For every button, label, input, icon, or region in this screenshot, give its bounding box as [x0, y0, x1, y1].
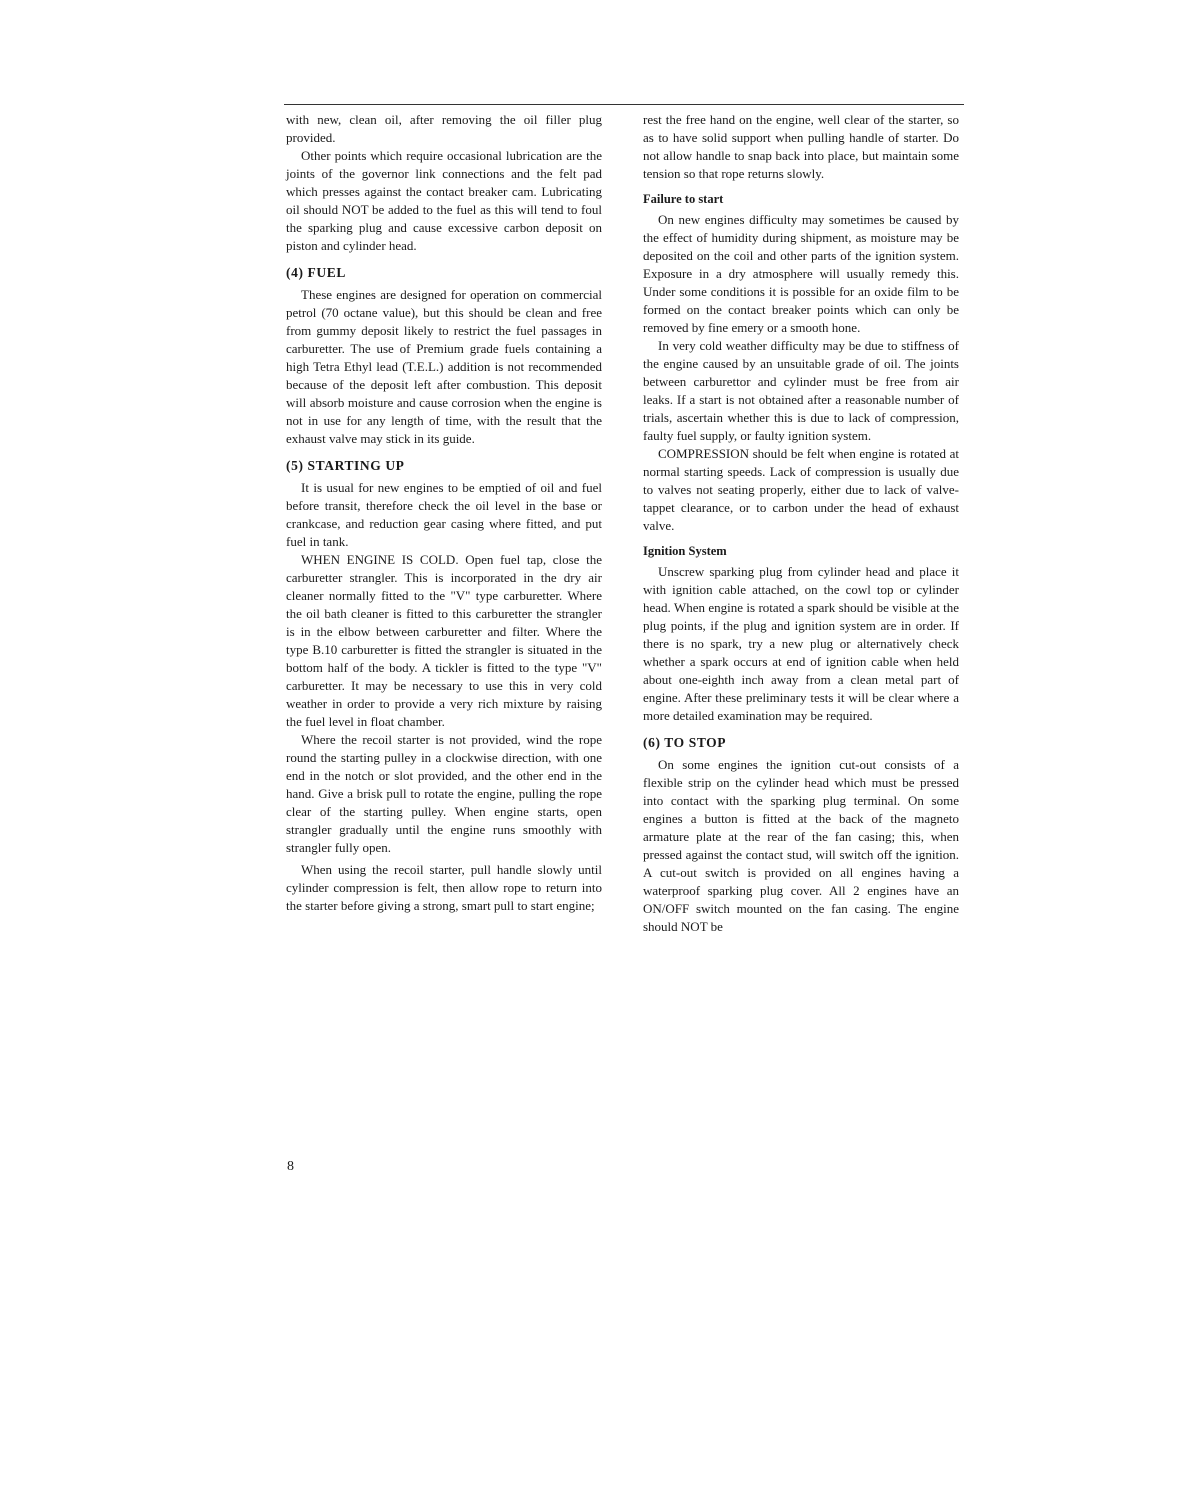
paragraph: On new engines difficulty may sometimes be caused by the effect of humidity during shipment, as moisture may be deposited on the coil and other parts of the ignition system. Exposure in a dry atmosphere will usually remedy this. Under some conditions it is possible for an oxide film to be formed on the contact breaker points which can only be removed by fine emery or a smooth hone.: [643, 212, 959, 335]
paragraph: It is usual for new engines to be emptied of oil and fuel before transit, therefore check the oil level in the base or crankcase, and reduction gear casing where fitted, and put fuel in tank.: [286, 480, 602, 549]
paragraph: Where the recoil starter is not provided, wind the rope round the starting pulley in a clockwise direction, with one end in the notch or slot provided, and the other end in the hand. Give a brisk pull to rotate the engine, pulling the rope clear of the starting pulley. When engine starts, open strangler gradually until the engine runs smoothly with strangler fully open.: [286, 732, 602, 855]
paragraph: On some engines the ignition cut-out consists of a flexible strip on the cylinder head which must be pressed into contact with the sparking plug terminal. On some engines a button is fitted at the back of the magneto armature plate at the rear of the fan casing; this, when pressed against the contact stud, will switch off the ignition. A cut-out switch is provided on all engines having a waterproof sparking plug cover. All 2 engines have an ON/OFF switch mounted on the fan casing. The engine should NOT be: [643, 757, 959, 934]
section-heading-failure-to-start: Failure to start: [643, 192, 724, 206]
left-column: [286, 111, 602, 915]
paragraph: with new, clean oil, after removing the oil filler plug provided.: [286, 112, 602, 145]
paragraph: Other points which require occasional lubrication are the joints of the governor link connections and the felt pad which presses against the contact breaker cam. Lubricating oil should NOT be added to the fuel as this will tend to foul the sparking plug and cause excessive carbon deposit on piston and cylinder head.: [286, 148, 602, 253]
paragraph: When using the recoil starter, pull handle slowly until cylinder compression is felt, then allow rope to return into the starter before giving a strong, smart pull to start engine;: [286, 862, 602, 913]
right-column: [643, 111, 959, 936]
paragraph: In very cold weather difficulty may be due to stiffness of the engine caused by an unsuitable grade of oil. The joints between carburettor and cylinder must be free from air leaks. If a start is not obtained after a reasonable number of trials, ascertain whether this is due to lack of compression, faulty fuel supply, or faulty ignition system.: [643, 338, 959, 443]
paragraph: These engines are designed for operation on commercial petrol (70 octane value), but this should be clean and free from gummy deposit likely to restrict the fuel passages in carburetter. The use of Premium grade fuels containing a high Tetra Ethyl lead (T.E.L.) addition is not recommended because of the deposit left after combustion. This deposit will absorb moisture and cause corrosion when the engine is not in use for any length of time, with the result that the exhaust valve may stick in its guide.: [286, 287, 602, 446]
paragraph: COMPRESSION should be felt when engine is rotated at normal starting speeds. Lack of compression is usually due to valves not seating properly, either due to lack of valve-tappet clearance, or to carbon under the head of exhaust valve.: [643, 446, 959, 533]
section-heading-4-fuel: (4) FUEL: [286, 265, 346, 280]
paragraph: WHEN ENGINE IS COLD. Open fuel tap, close the carburetter strangler. This is incorporated in the dry air cleaner normally fitted to the "V" type carburetter. Where the oil bath cleaner is fitted to this carburetter the strangler is in the elbow between carburetter and filter. Where the type B.10 carburetter is fitted the strangler is situated in the bottom half of the body. A tickler is fitted to the type "V" carburetter. It may be necessary to use this in very cold weather in order to provide a very rich mixture by raising the fuel level in float chamber.: [286, 552, 602, 729]
section-heading-6-to-stop: (6) TO STOP: [643, 735, 727, 750]
page-number: 8: [287, 1159, 294, 1174]
top-rule: [284, 104, 964, 105]
section-heading-5-starting-up: (5) STARTING UP: [286, 458, 405, 473]
section-heading-ignition-system: Ignition System: [643, 544, 727, 558]
paragraph: Unscrew sparking plug from cylinder head and place it with ignition cable attached, on the cowl top or cylinder head. When engine is rotated a spark should be visible at the plug points, if the plug and ignition system are in order. If there is no spark, try a new plug or alternatively check whether a spark occurs at end of ignition cable when held about one-eighth inch away from a clean metal part of engine. After these preliminary tests it will be clear where a more detailed examination may be required.: [643, 564, 959, 723]
paragraph: rest the free hand on the engine, well clear of the starter, so as to have solid support when pulling handle of starter. Do not allow handle to snap back into place, but maintain some tension so that rope returns slowly.: [643, 112, 959, 181]
